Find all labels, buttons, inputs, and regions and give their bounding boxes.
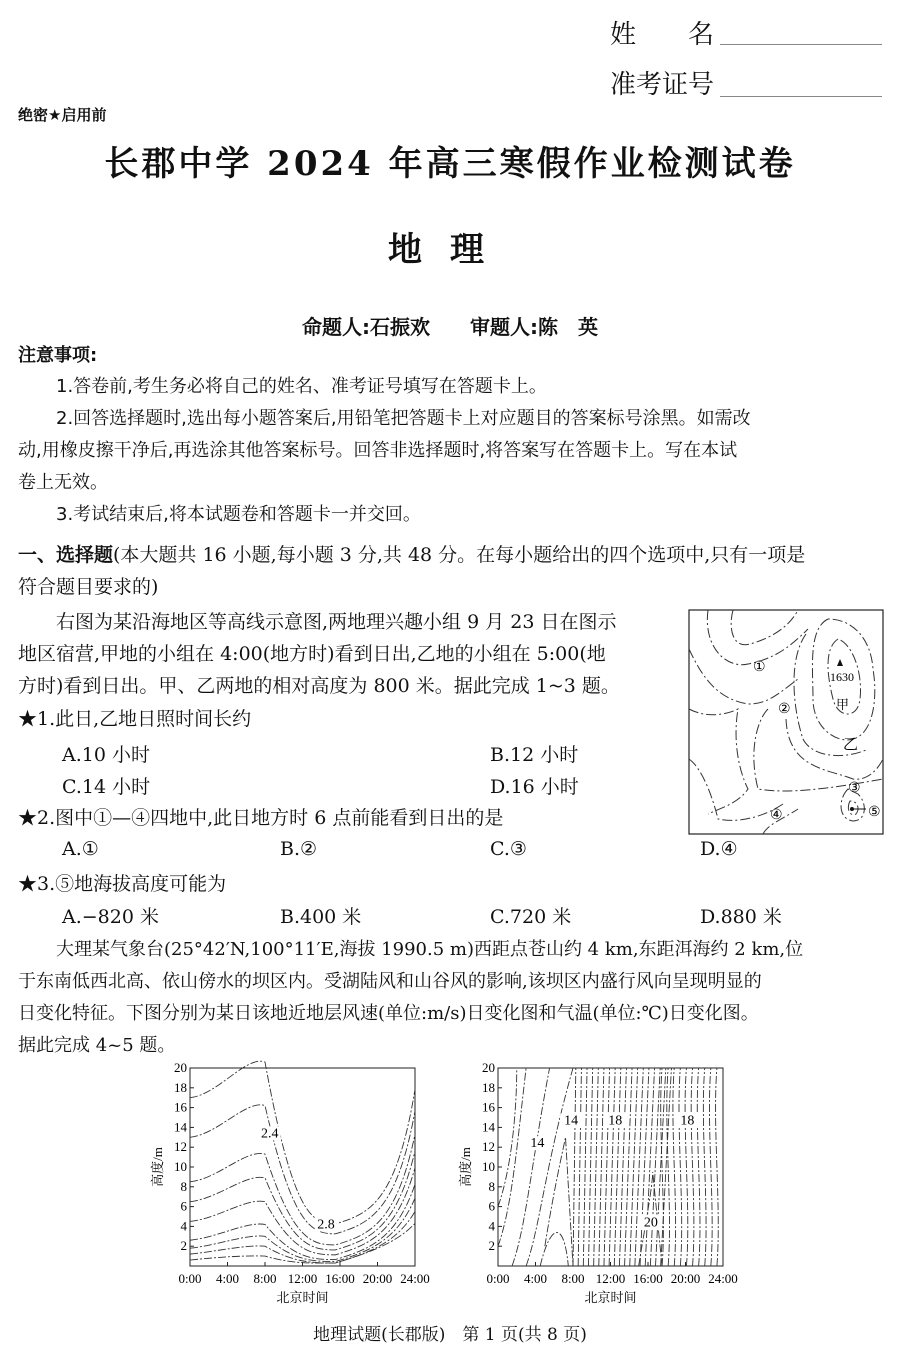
q2-option-c[interactable]: C.③ (490, 838, 527, 860)
contour-line (679, 1068, 682, 1266)
contour-line (609, 1068, 615, 1266)
notice-item: 动,用橡皮擦干净后,再选涂其他答案标号。回答非选择题时,将答案写在答题卡上。写在本试 (18, 440, 738, 461)
x-axis-label: 北京时间 (276, 1290, 329, 1305)
q2-option-a[interactable]: A.① (62, 838, 99, 860)
passage2-line: 日变化特征。下图分别为某日该地近地层风速(单位:m/s)日变化图和气温(单位:℃)日变化图。 (18, 1003, 759, 1024)
passage2-line: 于东南低西北高、依山傍水的坝区内。受湖陆风和山谷风的影响,该坝区内盛行风向呈现明显的 (18, 971, 762, 992)
question-stem: ★2.图中①—④四地中,此日地方时 6 点前能看到日出的是 (18, 807, 504, 829)
q1-option-c[interactable]: C.14 小时 (62, 776, 151, 798)
x-axis-label: 北京时间 (584, 1290, 637, 1305)
contour-line (667, 1068, 670, 1266)
wind-speed-chart (150, 1058, 430, 1310)
contour-line (588, 1068, 592, 1266)
contour-line (190, 1184, 415, 1259)
passage2-line: 大理某气象台(25°42′N,100°11′E,海拔 1990.5 m)西距点苍山约 4 km,东距洱海约 2 km,位 (56, 939, 804, 960)
y-tick-label: 20 (174, 1060, 187, 1075)
y-tick-label: 4 (180, 1218, 187, 1234)
contour-line (578, 1068, 581, 1266)
x-tick-label: 12:00 (287, 1271, 318, 1286)
page-footer: 地理试题(长郡版) 第 1 页(共 8 页) (313, 1325, 587, 1345)
label-3: ③ (848, 781, 861, 796)
notice-item: 1.答卷前,考生务必将自己的姓名、准考证号填写在答题卡上。 (56, 376, 547, 397)
contour-line (691, 1068, 694, 1266)
contour-line (604, 1068, 610, 1266)
exam-id-label: 准考证号 (610, 70, 715, 100)
x-tick-label: 16:00 (325, 1271, 355, 1286)
y-axis-label: 高度/m (150, 1147, 165, 1187)
y-tick-label: 2 (488, 1238, 495, 1254)
contour-label: 20 (643, 1215, 658, 1231)
subject-title: 地理 (388, 230, 512, 270)
q2-option-b[interactable]: B.② (280, 838, 318, 860)
contour-line (545, 1137, 573, 1266)
plot-frame (190, 1068, 415, 1266)
section-title: 一、选择题 (18, 544, 114, 566)
contour-line (594, 1068, 599, 1266)
contour-label: 14 (564, 1113, 579, 1129)
q1-option-a[interactable]: A.10 小时 (62, 744, 150, 766)
passage1-line: 方时)看到日出。甲、乙两地的相对高度为 800 米。据此完成 1~3 题。 (18, 675, 620, 697)
label-2: ② (778, 702, 791, 717)
q3-option-b[interactable]: B.400 米 (280, 906, 362, 928)
y-tick-label: 10 (174, 1159, 187, 1174)
y-tick-label: 12 (482, 1139, 495, 1155)
section-desc-line2: 符合题目要求的) (18, 576, 159, 598)
question-stem: ★1.此日,乙地日照时间长约 (18, 708, 252, 730)
contour-line (697, 1068, 700, 1266)
q3-option-d[interactable]: D.880 米 (700, 906, 782, 928)
x-tick-label: 4:00 (215, 1271, 240, 1286)
contour-line (190, 1151, 415, 1250)
label-jia: 甲 (836, 697, 850, 712)
y-tick-label: 18 (174, 1079, 187, 1095)
temperature-chart (440, 1058, 760, 1310)
x-tick-label: 16:00 (633, 1271, 663, 1286)
contour-lines (689, 610, 883, 834)
passage1-line: 地区宿营,甲地的小组在 4:00(地方时)看到日出,乙地的小组在 5:00(地 (18, 643, 606, 665)
y-tick-label: 4 (488, 1218, 495, 1234)
y-tick-label: 14 (482, 1119, 495, 1135)
secret-label: 绝密★启用前 (18, 106, 107, 124)
contour-line (673, 1068, 676, 1266)
x-tick-label: 4:00 (523, 1271, 548, 1286)
y-tick-label: 10 (482, 1159, 495, 1174)
plot-frame (498, 1068, 723, 1266)
y-tick-label: 14 (174, 1119, 187, 1135)
label-1: ① (753, 660, 766, 675)
contour-line (716, 1068, 719, 1266)
contour-label: 18 (680, 1113, 695, 1129)
contour-label: 14 (530, 1136, 545, 1152)
passage1-line: 右图为某沿海地区等高线示意图,两地理兴趣小组 9 月 23 日在图示 (56, 611, 617, 633)
contour-lines (498, 1068, 718, 1266)
peak-triangle-icon (837, 659, 843, 666)
name-label: 姓 名 (610, 20, 715, 50)
contour-line (640, 1068, 649, 1266)
y-tick-label: 16 (174, 1099, 187, 1115)
label-5: ⑤ (868, 805, 881, 820)
y-axis-label: 高度/m (458, 1147, 473, 1187)
contour-lines (190, 1061, 415, 1263)
x-tick-label: 0:00 (486, 1271, 510, 1286)
x-tick-label: 24:00 (708, 1271, 738, 1286)
contour-line (614, 1068, 621, 1266)
x-tick-label: 8:00 (561, 1271, 585, 1286)
contour-line (583, 1068, 587, 1266)
contour-line (190, 1198, 415, 1261)
q3-option-a[interactable]: A.−820 米 (62, 906, 159, 928)
contour-line (498, 1068, 517, 1207)
contour-line (526, 1068, 573, 1266)
label-yi: 乙 (843, 737, 859, 753)
contour-line (703, 1068, 706, 1266)
x-tick-label: 12:00 (595, 1271, 626, 1286)
notice-item: 3.考试结束后,将本试题卷和答题卡一并交回。 (56, 504, 421, 525)
contour-label: 2.4 (260, 1126, 279, 1142)
exam-title: 长郡中学 2024 年高三寒假作业检测试卷 (104, 144, 796, 184)
contour-line (190, 1134, 415, 1245)
name-input-line[interactable] (720, 44, 882, 45)
authors-line: 命题人:石振欢 审题人:陈 英 (302, 315, 598, 339)
y-tick-label: 6 (488, 1198, 495, 1214)
q3-option-c[interactable]: C.720 米 (490, 906, 572, 928)
notice-item: 2.回答选择题时,选出每小题答案后,用铅笔把答题卡上对应题目的答案标号涂黑。如需改 (56, 408, 751, 429)
contour-line (540, 1232, 568, 1266)
contour-line (512, 1068, 550, 1266)
peak-value: 1630 (830, 670, 854, 684)
y-tick-label: 18 (482, 1079, 495, 1095)
y-tick-label: 20 (482, 1060, 495, 1075)
notice-heading: 注意事项: (18, 345, 98, 366)
contour-line (709, 1068, 712, 1266)
contour-line (190, 1105, 415, 1234)
section-desc: (本大题共 16 小题,每小题 3 分,共 48 分。在每小题给出的四个选项中,只有一项是 (113, 544, 806, 566)
q1-option-b[interactable]: B.12 小时 (490, 744, 579, 766)
contour-label: 2.8 (317, 1217, 335, 1233)
contour-line (645, 1068, 654, 1266)
label-4: ④ (770, 808, 783, 823)
contour-line (190, 1061, 415, 1224)
contour-line (685, 1068, 688, 1266)
x-tick-label: 0:00 (178, 1271, 202, 1286)
y-tick-label: 16 (482, 1099, 495, 1115)
x-tick-label: 20:00 (362, 1271, 393, 1286)
y-tick-label: 12 (174, 1139, 187, 1155)
passage2-line: 据此完成 4~5 题。 (18, 1035, 176, 1056)
y-tick-label: 8 (180, 1178, 187, 1194)
question-stem: ★3.⑤地海拔高度可能为 (18, 873, 227, 895)
notice-item: 卷上无效。 (18, 472, 108, 493)
contour-line (599, 1068, 604, 1266)
x-tick-label: 24:00 (400, 1271, 430, 1286)
q2-option-d[interactable]: D.④ (700, 838, 738, 860)
x-tick-label: 8:00 (253, 1271, 277, 1286)
y-tick-label: 8 (488, 1178, 495, 1194)
section-heading (18, 539, 805, 571)
exam-id-input-line[interactable] (720, 96, 882, 97)
contour-line (190, 1223, 415, 1263)
x-tick-label: 20:00 (670, 1271, 701, 1286)
q1-option-d[interactable]: D.16 小时 (490, 776, 579, 798)
y-tick-label: 2 (180, 1238, 187, 1254)
contour-line (498, 1068, 526, 1246)
point-5-dot (850, 807, 854, 811)
y-tick-label: 6 (180, 1198, 187, 1214)
contour-label: 18 (608, 1113, 623, 1129)
contour-line (573, 1068, 576, 1266)
contour-map (688, 609, 884, 835)
